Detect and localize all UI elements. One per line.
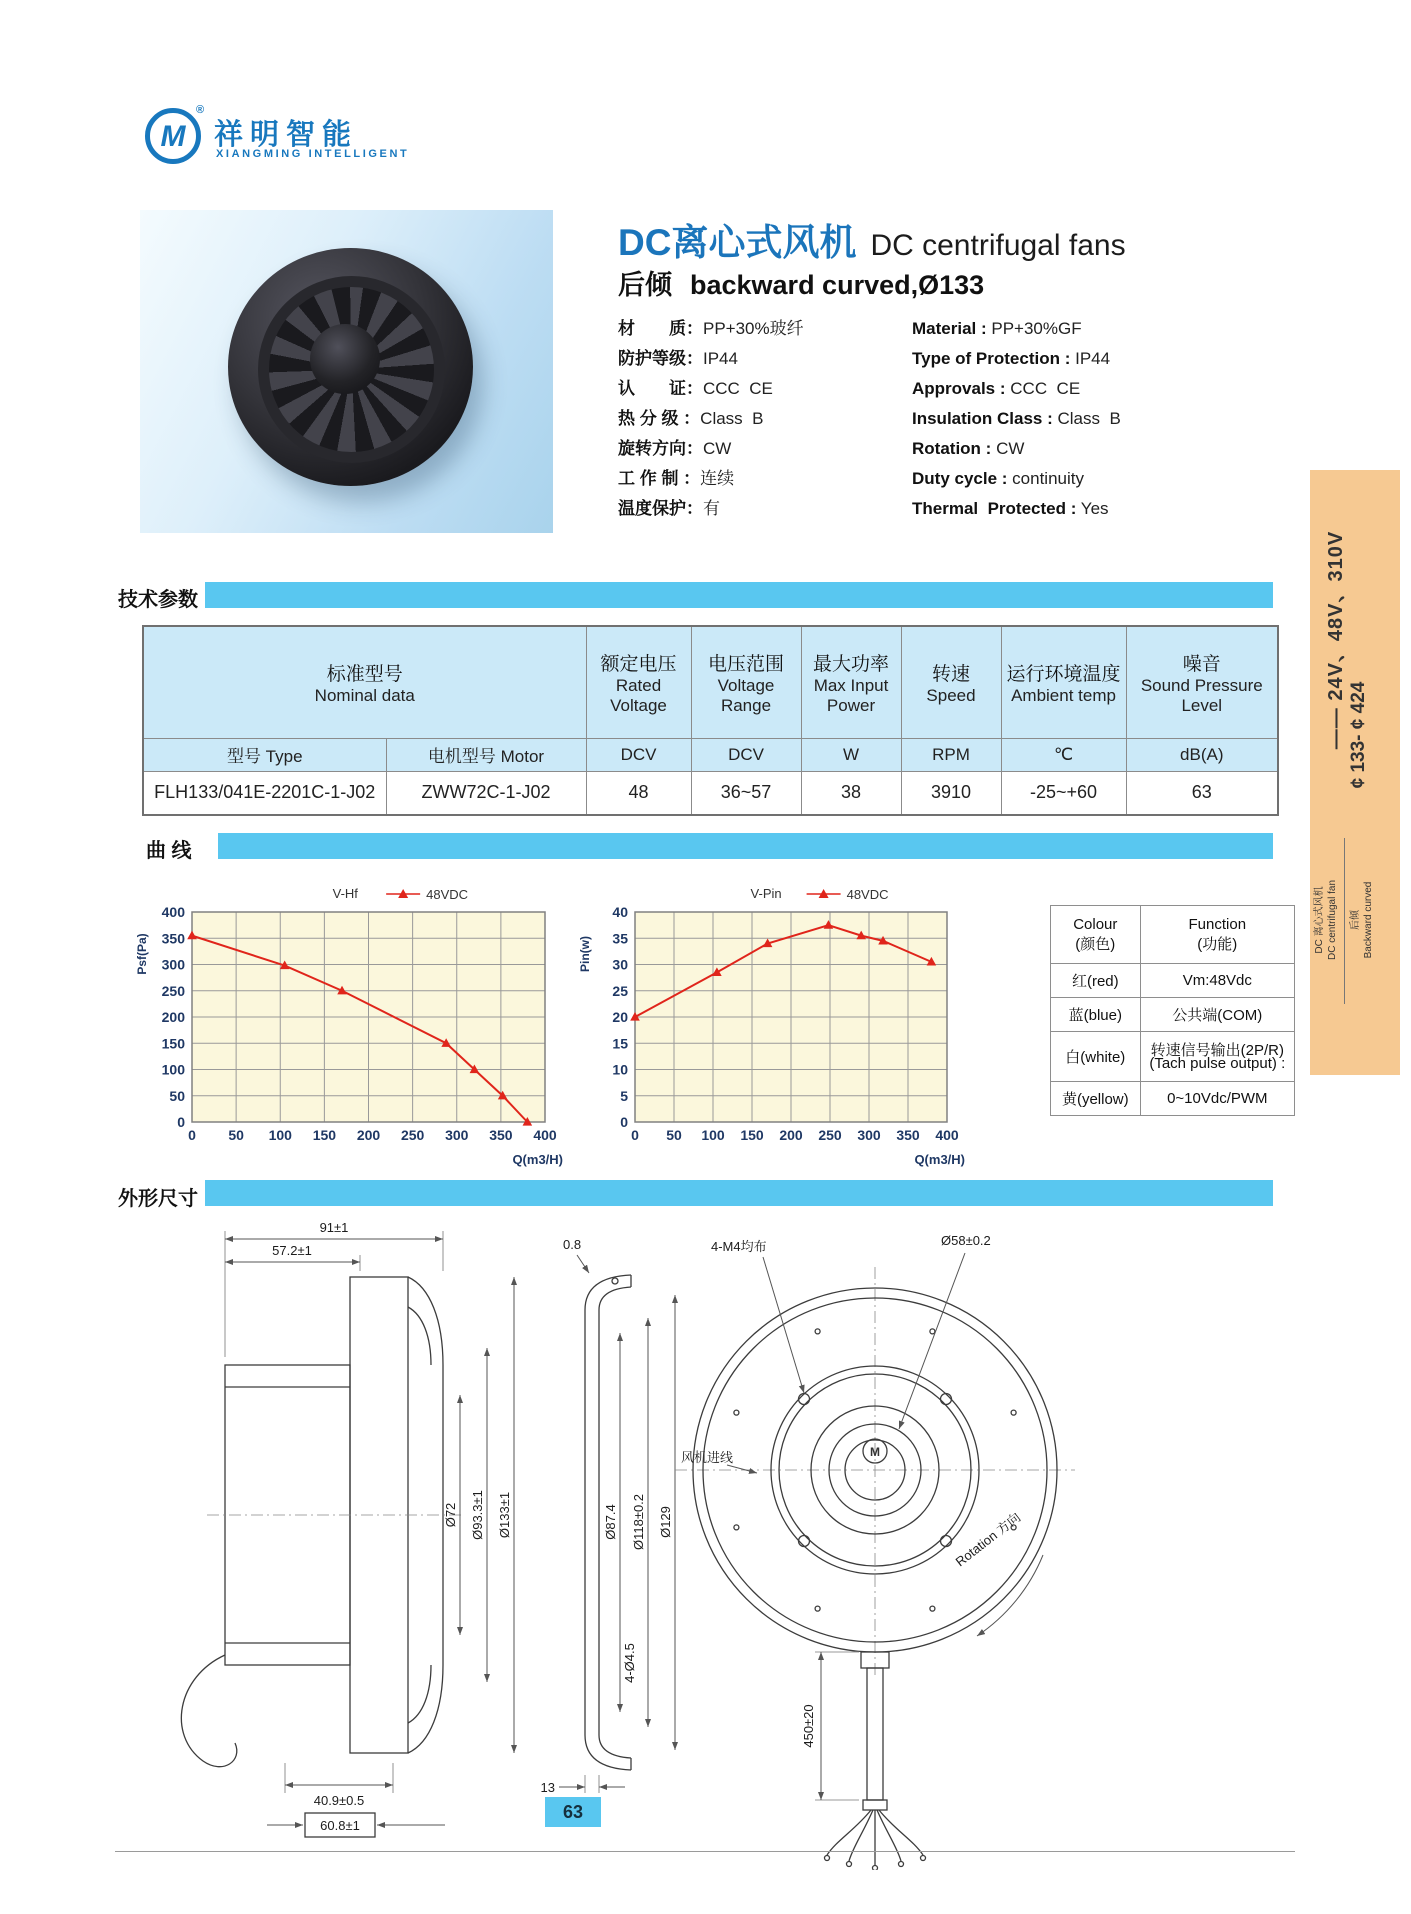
x-tick-label: 50 xyxy=(666,1127,682,1143)
sidebar-category: DC 离心式风机 DC centrifugal fan xyxy=(1314,879,1338,961)
sidebar-voltage-range: —— 24V、48V、310V xyxy=(1325,530,1347,750)
cell-speed: 3910 xyxy=(901,771,1001,815)
fan-image xyxy=(228,248,473,486)
y-tick-label: 30 xyxy=(612,956,628,973)
fan-hub xyxy=(310,324,380,394)
y-tick-label: 400 xyxy=(161,904,185,920)
footer-divider xyxy=(115,1851,1295,1852)
x-tick-label: 50 xyxy=(228,1127,244,1143)
dim-holes-4-5: 4-Ø4.5 xyxy=(622,1643,637,1683)
wire-table-header xyxy=(1051,906,1295,964)
unit-dba: dB(A) xyxy=(1126,738,1278,771)
x-tick-label: 100 xyxy=(268,1127,292,1143)
spec-row-protection-en: Type of Protection : IP44 xyxy=(912,349,1111,368)
unit-rpm: RPM xyxy=(901,738,1001,771)
cell-voltage-range: 36~57 xyxy=(691,771,801,815)
page-subtitle xyxy=(618,263,984,302)
spec-row-insulation-cn: 热 分 级 ：Class B xyxy=(618,409,764,428)
cell-motor: ZWW72C-1-J02 xyxy=(386,771,586,815)
section-bar-curve xyxy=(218,833,1273,859)
section-bar-tech xyxy=(205,582,1273,608)
unit-dcv-1: DCV xyxy=(586,738,691,771)
x-tick-label: 400 xyxy=(935,1127,959,1143)
chart-title: V-Hf xyxy=(332,886,358,901)
y-tick-label: 25 xyxy=(612,982,628,999)
x-tick-label: 0 xyxy=(188,1127,196,1143)
x-tick-label: 350 xyxy=(489,1127,513,1143)
product-photo xyxy=(140,210,553,533)
y-tick-label: 150 xyxy=(161,1035,185,1052)
dim-cable-450: 450±20 xyxy=(801,1704,816,1748)
unit-w: W xyxy=(801,738,901,771)
title-en: DC centrifugal fans xyxy=(870,229,1126,262)
table-unit-row xyxy=(143,738,1278,771)
drawing-side-view xyxy=(181,1220,514,1837)
table-header-row xyxy=(143,626,1278,738)
hub-logo-monogram: M xyxy=(870,1445,880,1459)
y-tick-label: 40 xyxy=(612,904,628,920)
spec-row-approvals-cn: 认 证：CCC CE xyxy=(618,379,773,398)
header-ambient-temp: 运行环境温度 Ambient temp xyxy=(1001,626,1126,738)
header-rated-voltage: 额定电压 Rated Voltage xyxy=(586,626,691,738)
dim-d58: Ø58±0.2 xyxy=(941,1233,991,1248)
x-tick-label: 250 xyxy=(818,1127,842,1143)
spec-row-protection-cn: 防护等级：IP44 xyxy=(618,349,738,368)
y-tick-label: 35 xyxy=(612,930,628,947)
x-axis-label: Q(m3/H) xyxy=(512,1152,563,1167)
chart-v-pin xyxy=(565,880,995,1180)
x-tick-label: 200 xyxy=(779,1127,803,1143)
x-tick-label: 150 xyxy=(740,1127,764,1143)
wire-header-function: Function (功能) xyxy=(1140,906,1294,964)
unit-dcv-2: DCV xyxy=(691,738,801,771)
unit-motor: 电机型号 Motor xyxy=(386,738,586,771)
y-tick-label: 10 xyxy=(612,1061,628,1078)
x-tick-label: 300 xyxy=(445,1127,469,1143)
dim-d72: Ø72 xyxy=(443,1502,458,1528)
tech-parameters-table xyxy=(142,625,1279,816)
y-tick-label: 250 xyxy=(161,982,185,999)
cell-ambient: -25~+60 xyxy=(1001,771,1126,815)
wire-row-white: 白(white) 转速信号输出(2P/R) (Tach pulse output) : xyxy=(1051,1032,1295,1082)
dim-57-2: 57.2±1 xyxy=(272,1243,312,1258)
y-axis-label: Psf(Pa) xyxy=(135,933,149,975)
y-tick-label: 200 xyxy=(161,1009,185,1025)
section-title-dims: 外形尺寸 xyxy=(118,1188,198,1210)
spec-row-thermal-cn: 温度保护：有 xyxy=(618,499,720,518)
label-rotation-direction: Rotation 方向 xyxy=(952,1509,1024,1570)
x-tick-label: 150 xyxy=(312,1127,337,1143)
dim-0-8: 0.8 xyxy=(563,1237,582,1252)
label-lead-wire: 风机进线 xyxy=(681,1450,734,1465)
header-nominal-data: 标准型号 Nominal data xyxy=(143,626,586,738)
x-tick-label: 100 xyxy=(701,1127,725,1143)
dim-d93-3: Ø93.3±1 xyxy=(470,1490,485,1540)
chart-v-hf xyxy=(120,880,580,1180)
section-title-tech: 技术参数 xyxy=(118,589,198,611)
spec-row-material-en: Material : PP+30%GF xyxy=(912,319,1082,338)
legend-label: 48VDC xyxy=(426,887,469,902)
spec-row-thermal-en: Thermal Protected : Yes xyxy=(912,499,1109,518)
chart-title: V-Pin xyxy=(750,886,782,901)
x-axis-label: Q(m3/H) xyxy=(914,1152,965,1167)
registered-trademark-icon: ® xyxy=(196,104,205,116)
y-tick-label: 100 xyxy=(161,1061,185,1078)
dim-60-8: 60.8±1 xyxy=(320,1818,360,1833)
y-tick-label: 350 xyxy=(161,930,185,947)
wire-row-blue: 蓝(blue) 公共端(COM) xyxy=(1051,998,1295,1032)
subtitle-cn: 后倾 xyxy=(618,270,672,300)
spec-row-approvals-en: Approvals : CCC CE xyxy=(912,379,1081,398)
wire-row-yellow: 黄(yellow) 0~10Vdc/PWM xyxy=(1051,1082,1295,1116)
legend-label: 48VDC xyxy=(846,887,889,902)
wire-function-table xyxy=(1050,905,1295,1116)
section-bar-dims xyxy=(205,1180,1273,1206)
y-tick-label: 0 xyxy=(177,1114,185,1130)
spec-row-duty-en: Duty cycle : continuity xyxy=(912,469,1084,488)
x-tick-label: 0 xyxy=(631,1127,639,1143)
table-data-row xyxy=(143,771,1278,815)
cell-noise: 63 xyxy=(1126,771,1278,815)
y-tick-label: 5 xyxy=(620,1087,628,1104)
spec-row-rotation-en: Rotation : CW xyxy=(912,439,1025,458)
spec-list-en xyxy=(912,314,1292,524)
brand-name-cn: 祥明智能 xyxy=(214,119,359,151)
spec-row-rotation-cn: 旋转方向：CW xyxy=(618,439,732,458)
dim-91: 91±1 xyxy=(319,1220,349,1235)
drawing-flange-section xyxy=(541,1237,675,1795)
spec-list-cn xyxy=(618,314,908,524)
dim-m4-holes: 4-M4均布 xyxy=(711,1239,767,1254)
header-noise: 噪音 Sound Pressure Level xyxy=(1126,626,1278,738)
unit-celsius: ℃ xyxy=(1001,738,1126,771)
x-tick-label: 350 xyxy=(896,1127,920,1143)
dim-d133: Ø133±1 xyxy=(497,1491,512,1539)
x-tick-label: 400 xyxy=(533,1127,557,1143)
header-max-power: 最大功率 Max Input Power xyxy=(801,626,901,738)
brand-name-en: XIANGMING INTELLIGENT xyxy=(216,148,410,160)
y-tick-label: 20 xyxy=(612,1009,628,1025)
subtitle-en: backward curved,Ø133 xyxy=(690,270,985,300)
dim-d118: Ø118±0.2 xyxy=(631,1493,646,1551)
x-tick-label: 300 xyxy=(857,1127,881,1143)
spec-row-material-cn: 材 质：PP+30%玻纤 xyxy=(618,319,804,338)
cell-type: FLH133/041E-2201C-1-J02 xyxy=(143,771,386,815)
x-tick-label: 250 xyxy=(400,1127,425,1143)
drawing-front-view xyxy=(675,1233,1075,1870)
sidebar-divider xyxy=(1344,838,1345,1004)
y-tick-label: 300 xyxy=(161,956,185,973)
sidebar-size-range: ¢ 133- ¢ 424 xyxy=(1348,681,1369,789)
x-tick-label: 200 xyxy=(356,1127,381,1143)
dim-d87-4: Ø87.4 xyxy=(603,1504,618,1540)
dimension-drawings xyxy=(115,1215,1295,1870)
spec-row-duty-cn: 工 作 制 ：连续 xyxy=(618,469,735,488)
y-tick-label: 50 xyxy=(169,1087,185,1104)
title-cn: DC离心式风机 xyxy=(618,222,857,263)
y-tick-label: 15 xyxy=(612,1035,628,1052)
cell-rated-voltage: 48 xyxy=(586,771,691,815)
y-axis-label: Pin(w) xyxy=(578,936,592,972)
wire-header-colour: Colour (颜色) xyxy=(1051,906,1141,964)
page-number-badge: 63 xyxy=(545,1797,601,1827)
unit-type: 型号 Type xyxy=(143,738,386,771)
spec-row-insulation-en: Insulation Class : Class B xyxy=(912,409,1121,428)
dim-40-9: 40.9±0.5 xyxy=(313,1793,365,1808)
header-voltage-range: 电压范围 Voltage Range xyxy=(691,626,801,738)
header-speed: 转速 Speed xyxy=(901,626,1001,738)
dim-d129: Ø129 xyxy=(658,1506,673,1538)
dim-13: 13 xyxy=(540,1780,555,1795)
sidebar-subcategory: 后倾 Backward curved xyxy=(1350,881,1374,959)
section-title-curve: 曲 线 xyxy=(146,840,192,862)
cell-max-power: 38 xyxy=(801,771,901,815)
logo-monogram: M xyxy=(160,120,186,153)
y-tick-label: 0 xyxy=(620,1114,628,1130)
page-title xyxy=(618,212,1126,266)
sidebar-category-tab xyxy=(1310,470,1400,1075)
brand-logo-icon xyxy=(145,108,201,164)
wire-row-red: 红(red) Vm:48Vdc xyxy=(1051,964,1295,998)
